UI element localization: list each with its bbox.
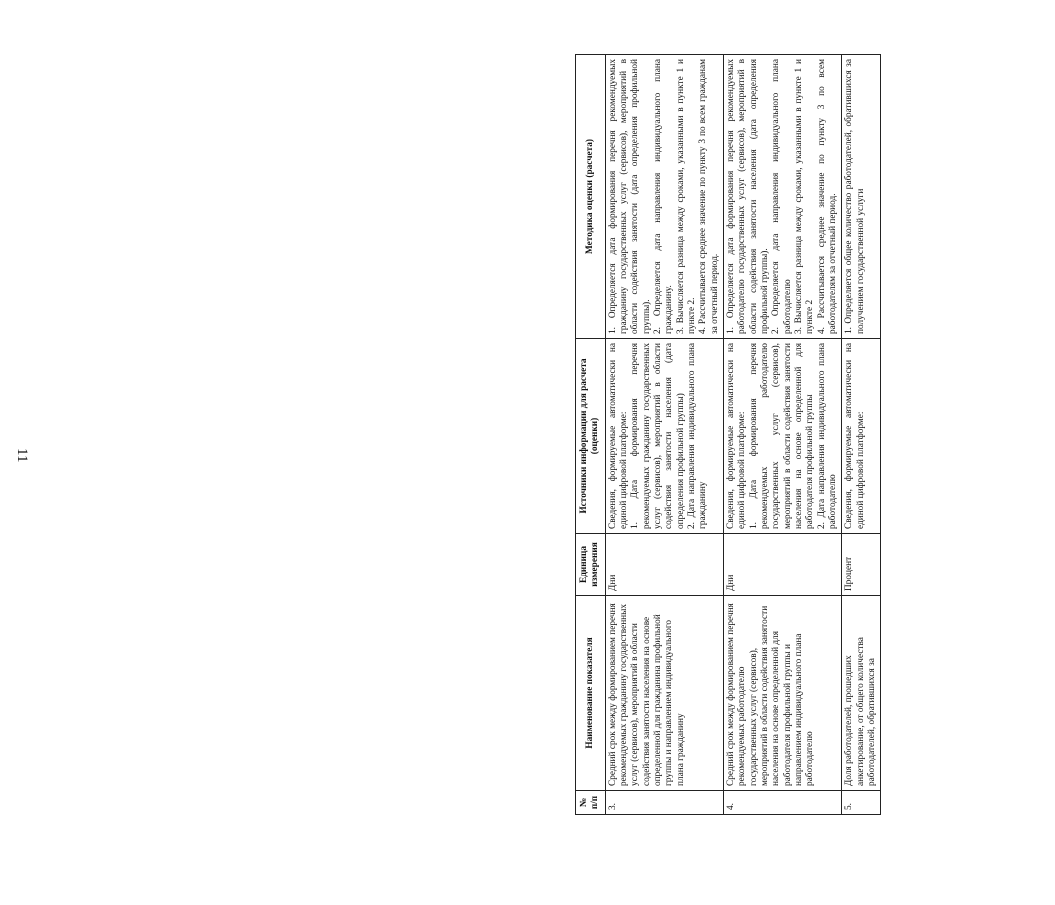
method-step: 3. Вычисляется разница между сроками, указанными в пункте 1 и пункте 2. — [675, 59, 697, 334]
row-method — [723, 55, 841, 339]
row-num: 4. — [723, 791, 841, 815]
source-line: 2. Дата направления индивидуального плана гражданину — [686, 343, 709, 529]
rotated-page-content — [575, 55, 1055, 815]
row-indicator-name: Доля работодателей, прошедших анкетирование, от общего количества работодателей, обратившихся за — [842, 596, 881, 791]
row-sources — [842, 339, 881, 534]
header-sources: Источники информации для расчета (оценки) — [576, 339, 606, 534]
header-num: № п/п — [576, 791, 606, 815]
source-line: Сведения, формируемые автоматически на единой цифровой платформе: — [607, 343, 629, 529]
page-number: 11 — [14, 448, 30, 463]
table-row — [605, 55, 723, 815]
row-method — [842, 55, 881, 339]
table-row — [723, 55, 841, 815]
source-line: Сведения, формируемые автоматически на единой цифровой платформе: — [725, 343, 748, 529]
row-unit: Дни — [723, 534, 841, 596]
source-line: 1. Дата формирования перечня рекомендуемых работодателю государственных услуг (сервисов), мероприятий в области содействия занятости населения на основе определенной для работодателя профильной группы — [748, 343, 816, 529]
table-header-row — [576, 55, 606, 815]
method-step: 1. Определяется дата формирования перечня рекомендуемых работодателю государственных услуг (сервисов), мероприятий в области содействия занятости населения (дата определения профильной группы). — [725, 59, 770, 334]
header-unit: Единица измерения — [576, 534, 606, 596]
method-step: 4. Рассчитывается среднее значение по пункту 3 по всем работодателям за отчетный период. — [816, 59, 838, 334]
table-row — [842, 55, 881, 815]
method-step: 4. Рассчитывается среднее значение по пункту 3 по всем гражданам за отчетный период. — [698, 59, 720, 334]
row-unit: Процент — [842, 534, 881, 596]
row-indicator-name: Средний срок между формированием перечня рекомендуемых работодателю государственных услуг (сервисов), мероприятий в области содействия занятости населения на основе определенной для работодателя профильной группы и направлением индивидуального плана работодателю — [723, 596, 841, 791]
row-num: 3. — [605, 791, 723, 815]
source-line: 2. Дата направления индивидуального плана работодателю — [816, 343, 838, 529]
method-step: 1. Определяется общее количество работодателей, обратившихся за получением государственной услуги — [844, 59, 866, 334]
indicators-table — [575, 54, 881, 815]
method-step: 3. Вычисляется разница между сроками, указанными в пункте 1 и пункте 2 — [793, 59, 816, 334]
method-step: 2. Определяется дата направления индивидуального плана работодателю — [771, 59, 793, 334]
row-unit: Дни — [605, 534, 723, 596]
method-step: 1. Определяется дата формирования перечня рекомендуемых гражданину государственных услуг (сервисов), мероприятий в области содействия занятости (дата определения профильной группы). — [607, 59, 652, 334]
row-sources — [605, 339, 723, 534]
source-line: 1. Дата формирования перечня рекомендуемых гражданину государственных услуг (сервисов), мероприятий в области содействия занятости населения (дата определения профильной группы) — [630, 343, 686, 529]
row-indicator-name: Средний срок между формированием перечня рекомендуемых гражданину государственных услуг (сервисов), мероприятий в области содействия занятости населения на основе определенной для гражданина профильной группы и направлением индивидуального плана гражданину — [605, 596, 723, 791]
source-line: Сведения, формируемые автоматически на единой цифровой платформе: — [844, 343, 866, 529]
row-method — [605, 55, 723, 339]
header-name: Наименование показателя — [576, 596, 606, 791]
header-method: Методика оценки (расчета) — [576, 55, 606, 339]
row-sources — [723, 339, 841, 534]
row-num: 5. — [842, 791, 881, 815]
method-step: 2. Определяется дата направления индивидуального плана гражданину. — [652, 59, 675, 334]
